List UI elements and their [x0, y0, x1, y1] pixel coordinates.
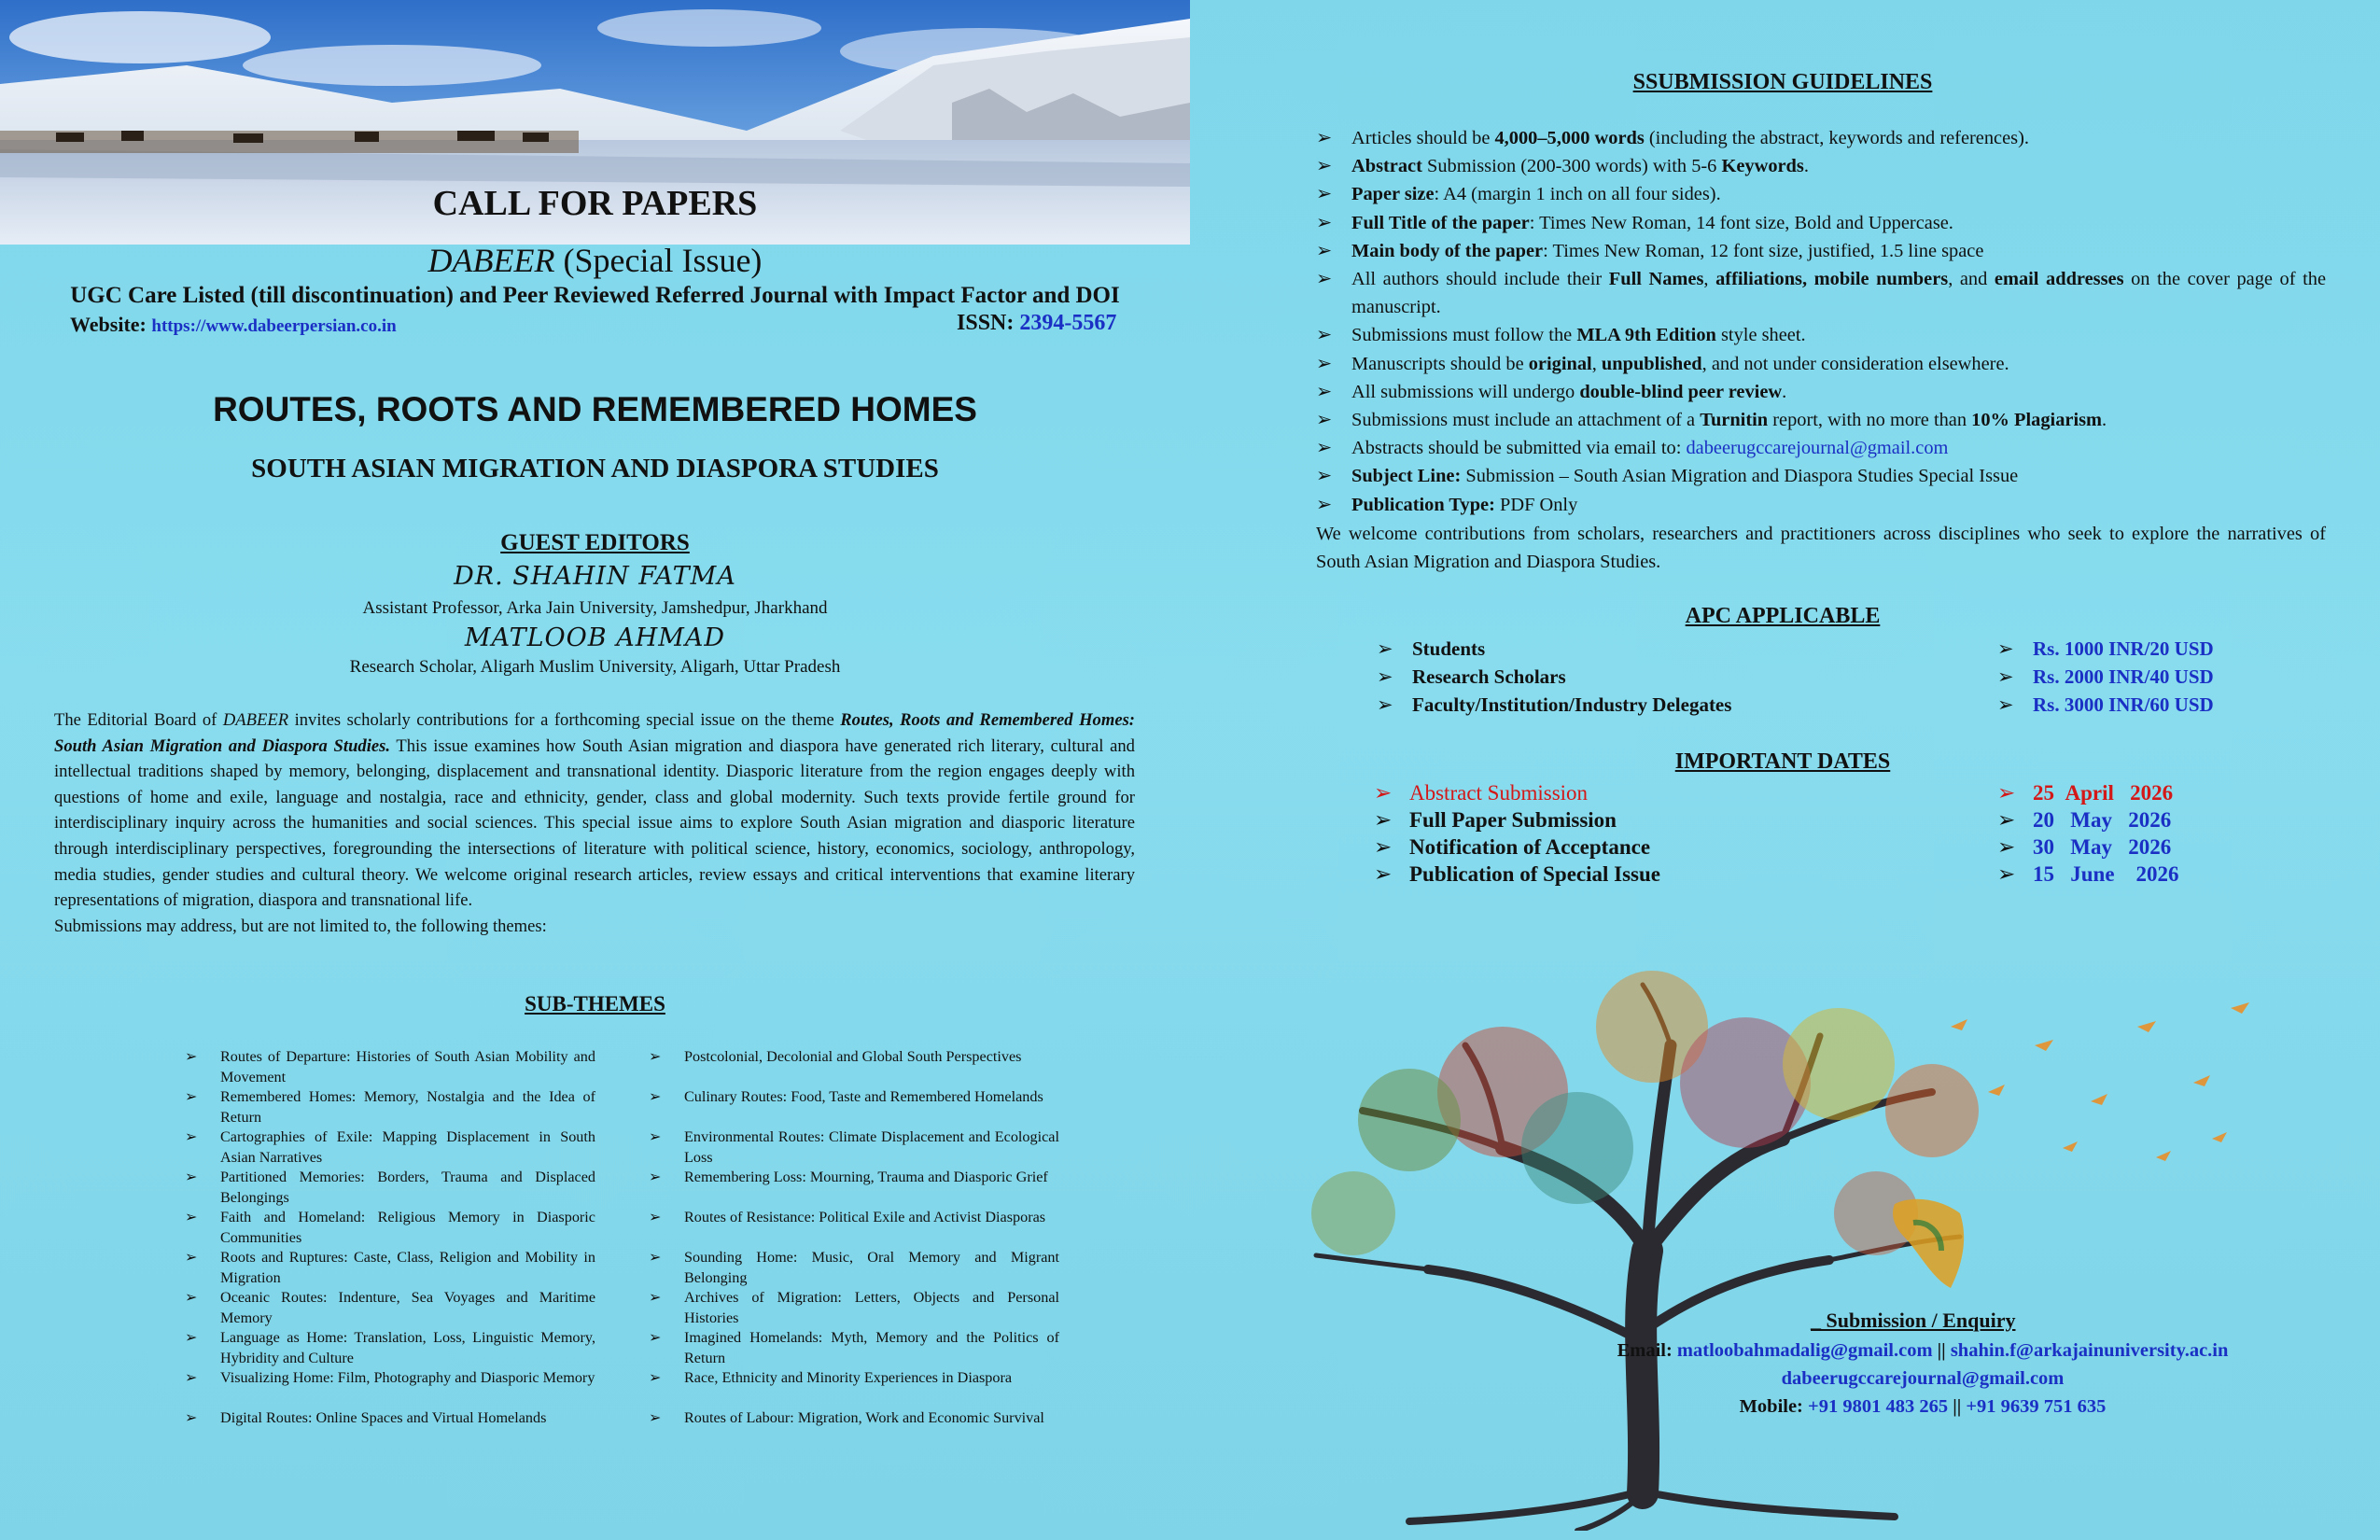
date-year: 2026 [2130, 781, 2174, 805]
list-item [1316, 180, 2326, 208]
guideline-text: Articles should be [1351, 128, 1495, 148]
subtheme-text: Routes of Resistance: Political Exile and Activist Diasporas [684, 1209, 1046, 1225]
intro-text-c: This issue examines how South Asian migration and diaspora have generated rich literary, cultural and intellectual traditions shaped by memory, belonging, displacement and transnational identity. Diasporic literature from the region engages deeply with questions of home and exile, language and nostalgia, race and ethnicity, gender, class and global modernity. Such texts provide fertile ground for interdisciplinary inquiry across the humanities and social sciences. This special issue aims to explore South Asian migration and diasporic literature through interdisciplinary perspectives, foregrounding the intersections of literature with political science, history, economics, sociology, anthropology, media studies, gender studies and cultural theory. We welcome original research articles, review essays and critical interventions that examine literary representations of migration, diaspora and transnational life. [54, 735, 1135, 911]
date-event-label: Full Paper Submission [1409, 808, 1617, 832]
arrow-icon: ➢ [1316, 381, 1333, 402]
guideline-bold: 4,000–5,000 words [1494, 128, 1645, 148]
guideline-text: All submissions will undergo [1351, 381, 1580, 402]
apc-fee [1997, 637, 2214, 661]
arrow-icon: ➢ [1997, 862, 2016, 886]
guideline-text: : A4 (margin 1 inch on all four sides). [1434, 184, 1721, 205]
guideline-text: : Times New Roman, 14 font size, Bold and Uppercase. [1529, 212, 1953, 233]
subthemes-left-column [185, 1047, 595, 1449]
guideline-bold: original [1528, 353, 1592, 374]
list-item [649, 1127, 1059, 1168]
tree-illustration [1223, 971, 2268, 1531]
submission-email-link[interactable]: dabeerugccarejournal@gmail.com [1686, 438, 1949, 459]
apc-category-label: Research Scholars [1412, 665, 1566, 688]
arrow-icon: ➢ [1997, 693, 2014, 716]
subtheme-text: Sounding Home: Music, Oral Memory and Migrant Belonging [684, 1249, 1059, 1286]
date-value [1997, 781, 2173, 805]
arrow-icon: ➢ [1316, 325, 1333, 346]
guideline-text: . [1803, 156, 1809, 177]
list-item [1316, 265, 2326, 321]
website-label: Website: [70, 313, 152, 336]
journal-suffix: (Special Issue) [554, 242, 763, 279]
list-item [649, 1288, 1059, 1328]
guideline-text: , [1591, 353, 1602, 374]
guideline-text: . [2102, 410, 2107, 431]
enquiry-mobile-line [1456, 1396, 2380, 1418]
arrow-icon: ➢ [1377, 693, 1393, 716]
editor-affiliation: Assistant Professor, Arka Jain University, Jamshedpur, Jharkhand [362, 598, 828, 618]
subtheme-text: Partitioned Memories: Borders, Trauma and Displaced Belongings [220, 1169, 595, 1206]
subtheme-text: Environmental Routes: Climate Displacement and Ecological Loss [684, 1128, 1059, 1166]
apc-fee-value: Rs. 3000 INR/60 USD [2033, 693, 2214, 716]
guideline-text: , [1703, 269, 1716, 290]
guideline-text: style sheet. [1715, 325, 1806, 346]
date-event [1374, 781, 1588, 805]
list-item [1316, 152, 2326, 180]
list-item [185, 1047, 595, 1087]
editor-name: DR. SHAHIN FATMA [454, 562, 736, 591]
list-item [185, 1208, 595, 1248]
arrow-icon: ➢ [185, 1088, 198, 1105]
arrow-icon: ➢ [649, 1249, 662, 1266]
guideline-text: Submission (200-300 words) with 5-6 [1421, 156, 1722, 177]
arrow-icon: ➢ [649, 1409, 662, 1426]
subtheme-text: Archives of Migration: Letters, Objects and Personal Histories [684, 1289, 1059, 1326]
subtheme-text: Language as Home: Translation, Loss, Linguistic Memory, Hybridity and Culture [220, 1329, 595, 1366]
guideline-bold: email addresses [1994, 269, 2124, 290]
list-item [1316, 378, 2326, 406]
arrow-icon: ➢ [1377, 665, 1393, 688]
guideline-text: , and not under consideration elsewhere. [1701, 353, 2009, 374]
guideline-text: : Times New Roman, 12 font size, justified, 1.5 line space [1543, 240, 1984, 261]
apc-category [1377, 693, 1731, 717]
list-item [1316, 321, 2326, 349]
guideline-text: Submission – South Asian Migration and Diaspora Studies Special Issue [1461, 466, 2019, 487]
intro-paragraph [54, 707, 1135, 914]
arrow-icon: ➢ [1374, 862, 1393, 886]
date-year: 2026 [2128, 808, 2172, 832]
date-day: 25 [2033, 781, 2054, 805]
date-event-label: Abstract Submission [1409, 781, 1589, 805]
apc-heading: APC APPLICABLE [1685, 604, 1881, 628]
arrow-icon: ➢ [1316, 128, 1333, 148]
separator: || [1948, 1396, 1967, 1417]
subtheme-text: Routes of Departure: Histories of South Asian Mobility and Movement [220, 1048, 595, 1085]
arrow-icon: ➢ [185, 1289, 198, 1306]
guideline-text: (including the abstract, keywords and references). [1644, 128, 2029, 148]
date-event-label: Publication of Special Issue [1409, 862, 1661, 886]
arrow-icon: ➢ [1997, 835, 2016, 859]
guideline-text: report, with no more than [1768, 410, 1972, 431]
subtheme-text: Oceanic Routes: Indenture, Sea Voyages and Maritime Memory [220, 1289, 595, 1326]
phone-link[interactable]: +91 9639 751 635 [1966, 1396, 2107, 1417]
intro-text-a: The Editorial Board of [54, 710, 223, 730]
subtheme-text: Digital Routes: Online Spaces and Virtual Homelands [220, 1409, 547, 1426]
arrow-icon: ➢ [1377, 637, 1393, 660]
arrow-icon: ➢ [1316, 212, 1333, 233]
subtheme-text: Roots and Ruptures: Caste, Class, Religion and Mobility in Migration [220, 1249, 595, 1286]
subtheme-text: Imagined Homelands: Myth, Memory and the Politics of Return [684, 1329, 1059, 1366]
guest-editors-heading: GUEST EDITORS [500, 530, 690, 555]
issue-subtitle: SOUTH ASIAN MIGRATION AND DIASPORA STUDIES [251, 454, 939, 483]
apc-fee-value: Rs. 1000 INR/20 USD [2033, 637, 2214, 660]
list-item [1316, 462, 2326, 490]
welcome-text: We welcome contributions from scholars, researchers and practitioners across disciplines who seek to explore the narratives of South Asian Migration and Diaspora Studies. [1316, 524, 2326, 572]
call-for-papers-heading: CALL FOR PAPERS [432, 184, 758, 223]
arrow-icon: ➢ [185, 1329, 198, 1346]
list-item [649, 1368, 1059, 1408]
website-link[interactable]: https://www.dabeerpersian.co.in [151, 316, 397, 336]
guidelines-heading: SSUBMISSION GUIDELINES [1632, 70, 1933, 94]
subthemes-right-column [649, 1047, 1059, 1449]
journal-name: DABEER [427, 242, 555, 279]
arrow-icon: ➢ [185, 1209, 198, 1225]
arrow-icon: ➢ [185, 1409, 198, 1426]
arrow-icon: ➢ [1316, 156, 1333, 177]
guideline-bold: affiliations, mobile numbers [1715, 269, 1949, 290]
subtheme-text: Remembered Homes: Memory, Nostalgia and the Idea of Return [220, 1088, 595, 1126]
arrow-icon: ➢ [1997, 637, 2014, 660]
list-item [185, 1168, 595, 1208]
list-item [1316, 350, 2326, 378]
guideline-bold: Full Title of the paper [1351, 212, 1530, 233]
important-dates-heading: IMPORTANT DATES [1674, 749, 1891, 774]
apc-category [1377, 665, 1566, 689]
list-item [1316, 237, 2326, 265]
ugc-line: UGC Care Listed (till discontinuation) and Peer Reviewed Referred Journal with Impact Factor and DOI [70, 283, 1120, 308]
intro-text-b: invites scholarly contributions for a forthcoming special issue on the theme [288, 710, 841, 730]
editor-name: MATLOOB AHMAD [464, 623, 726, 652]
guideline-bold: double-blind peer review [1579, 381, 1783, 402]
subtheme-text: Culinary Routes: Food, Taste and Remembered Homelands [684, 1088, 1043, 1105]
list-item [1316, 434, 2326, 462]
date-month: April [2065, 781, 2114, 805]
guidelines-list [1316, 124, 2326, 519]
arrow-icon: ➢ [649, 1088, 662, 1105]
apc-fee [1997, 665, 2214, 689]
journal-title [0, 241, 1190, 280]
arrow-icon: ➢ [1316, 353, 1333, 374]
arrow-icon: ➢ [1316, 410, 1333, 431]
mobile-label: Mobile: [1739, 1396, 1809, 1417]
list-item [185, 1087, 595, 1127]
guideline-text: . [1782, 381, 1787, 402]
arrow-icon: ➢ [1997, 808, 2016, 832]
list-item [649, 1208, 1059, 1248]
date-value [1997, 808, 2171, 833]
list-item [185, 1408, 595, 1449]
arrow-icon: ➢ [185, 1249, 198, 1266]
list-item [185, 1328, 595, 1368]
guideline-text: Submissions must include an attachment of a [1351, 410, 1701, 431]
list-item [649, 1047, 1059, 1087]
list-item [1316, 209, 2326, 237]
guideline-bold: Keywords [1721, 156, 1804, 177]
list-item [185, 1368, 595, 1408]
arrow-icon: ➢ [185, 1048, 198, 1065]
guideline-text: All authors should include their [1351, 269, 1609, 290]
subtheme-text: Postcolonial, Decolonial and Global South Perspectives [684, 1048, 1022, 1065]
arrow-icon: ➢ [649, 1369, 662, 1386]
arrow-icon: ➢ [1316, 269, 1333, 290]
guideline-bold: Full Names [1608, 269, 1704, 290]
intro-text [54, 707, 1135, 939]
date-year: 2026 [2135, 862, 2179, 886]
email-link[interactable]: matloobahmadalig@gmail.com [1676, 1340, 1933, 1361]
arrow-icon: ➢ [185, 1169, 198, 1185]
guideline-bold: Subject Line: [1351, 466, 1462, 487]
arrow-icon: ➢ [185, 1128, 198, 1145]
intro-journal: DABEER [222, 710, 289, 730]
date-month: May [2070, 808, 2112, 832]
date-day: 20 [2033, 808, 2054, 832]
list-item [649, 1248, 1059, 1288]
guideline-bold: unpublished [1601, 353, 1702, 374]
issn-label: ISSN: [957, 311, 1020, 335]
list-item [1316, 124, 2326, 152]
apc-category-label: Students [1412, 637, 1486, 660]
issue-title: ROUTES, ROOTS AND REMEMBERED HOMES [213, 390, 977, 428]
guideline-bold: Turnitin [1700, 410, 1769, 431]
guideline-bold: Main body of the paper [1351, 240, 1544, 261]
arrow-icon: ➢ [1316, 184, 1333, 205]
subtheme-text: Cartographies of Exile: Mapping Displacement in South Asian Narratives [220, 1128, 595, 1166]
date-month: May [2070, 835, 2112, 859]
list-item [649, 1328, 1059, 1368]
list-item [1316, 406, 2326, 434]
enquiry-email-line [1456, 1340, 2380, 1362]
date-event [1374, 835, 1650, 860]
guideline-bold: Publication Type: [1351, 494, 1495, 515]
guideline-bold: Paper size [1351, 184, 1435, 205]
date-value [1997, 862, 2179, 887]
list-item [649, 1168, 1059, 1208]
editor-affiliation: Research Scholar, Aligarh Muslim University, Aligarh, Uttar Pradesh [349, 657, 841, 677]
list-item [649, 1087, 1059, 1127]
subtheme-text: Routes of Labour: Migration, Work and Economic Survival [684, 1409, 1044, 1426]
date-event [1374, 862, 1660, 887]
enquiry-email-line-2 [1456, 1368, 2380, 1390]
date-day: 30 [2033, 835, 2054, 859]
list-item [1316, 491, 2326, 519]
intro-paragraph-2: Submissions may address, but are not limited to, the following themes: [54, 916, 547, 936]
arrow-icon: ➢ [1316, 240, 1333, 261]
subtheme-text: Race, Ethnicity and Minority Experiences in Diaspora [684, 1369, 1013, 1386]
arrow-icon: ➢ [185, 1369, 198, 1386]
apc-category-label: Faculty/Institution/Industry Delegates [1412, 693, 1732, 716]
arrow-icon: ➢ [1997, 781, 2016, 805]
list-item [185, 1127, 595, 1168]
guideline-text: Manuscripts should be [1351, 353, 1529, 374]
arrow-icon: ➢ [649, 1128, 662, 1145]
date-month: June [2070, 862, 2115, 886]
separator: || [1932, 1340, 1951, 1361]
issn-line [957, 311, 1116, 336]
arrow-icon: ➢ [1316, 466, 1333, 487]
guideline-bold: Abstract [1351, 156, 1422, 177]
subthemes-heading: SUB-THEMES [525, 992, 665, 1015]
subtheme-text: Remembering Loss: Mourning, Trauma and Diasporic Grief [684, 1169, 1048, 1185]
date-event-label: Notification of Acceptance [1409, 835, 1651, 859]
arrow-icon: ➢ [649, 1209, 662, 1225]
guideline-text: , and [1948, 269, 1995, 290]
arrow-icon: ➢ [649, 1289, 662, 1306]
arrow-icon: ➢ [1316, 494, 1333, 515]
email-link[interactable]: dabeerugccarejournal@gmail.com [1781, 1368, 2065, 1389]
date-value [1997, 835, 2171, 860]
website-line [70, 313, 397, 337]
email-label: Email: [1617, 1340, 1677, 1361]
guideline-text: on the cover page of the manuscript. [1351, 269, 2327, 318]
guideline-bold: MLA 9th Edition [1576, 325, 1716, 346]
intro-theme: Routes, Roots and Remembered Homes: South Asian Migration and Diaspora Studies. [54, 710, 1135, 756]
arrow-icon: ➢ [1316, 438, 1333, 459]
arrow-icon: ➢ [649, 1169, 662, 1185]
guideline-text: PDF Only [1494, 494, 1578, 515]
arrow-icon: ➢ [649, 1048, 662, 1065]
date-event [1374, 808, 1617, 833]
arrow-icon: ➢ [649, 1329, 662, 1346]
email-link[interactable]: shahin.f@arkajainuniversity.ac.in [1950, 1340, 2229, 1361]
apc-fee [1997, 693, 2214, 717]
phone-link[interactable]: +91 9801 483 265 [1808, 1396, 1949, 1417]
guideline-bold: 10% Plagiarism [1971, 410, 2103, 431]
issn-value: 2394-5567 [1019, 311, 1117, 335]
arrow-icon: ➢ [1374, 835, 1393, 859]
guideline-text: Submissions must follow the [1351, 325, 1577, 346]
arrow-icon: ➢ [1374, 781, 1393, 805]
subtheme-text: Visualizing Home: Film, Photography and Diasporic Memory [220, 1369, 595, 1386]
arrow-icon: ➢ [1374, 808, 1393, 832]
enquiry-heading: _ Submission / Enquiry [1811, 1309, 2016, 1332]
apc-fee-value: Rs. 2000 INR/40 USD [2033, 665, 2214, 688]
date-day: 15 [2033, 862, 2054, 886]
guideline-text: Abstracts should be submitted via email to: [1351, 438, 1687, 459]
apc-category [1377, 637, 1485, 661]
list-item [649, 1408, 1059, 1449]
arrow-icon: ➢ [1997, 665, 2014, 688]
subtheme-text: Faith and Homeland: Religious Memory in Diasporic Communities [220, 1209, 595, 1246]
list-item [185, 1248, 595, 1288]
list-item [185, 1288, 595, 1328]
date-year: 2026 [2128, 835, 2172, 859]
